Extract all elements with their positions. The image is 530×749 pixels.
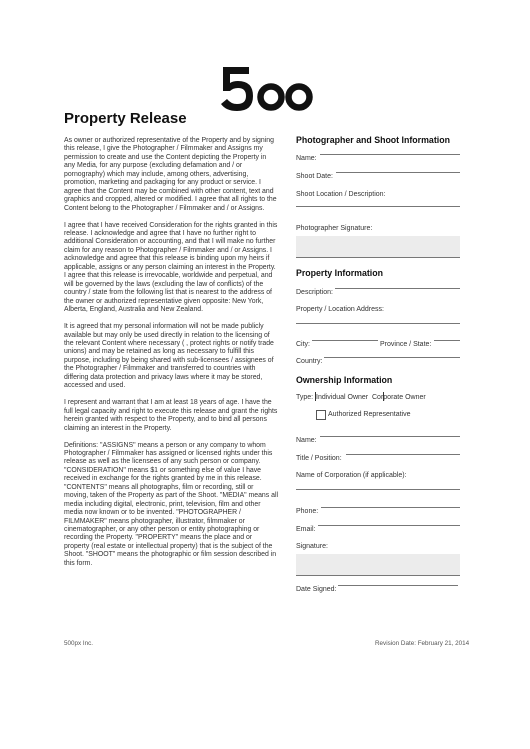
phone-label: Phone: [296, 508, 319, 515]
ownership-heading: Ownership Information [296, 375, 393, 385]
title-position-label: Title / Position: [296, 455, 342, 462]
authorized-representative-checkbox[interactable] [316, 410, 326, 420]
paragraph-warranty: I represent and warrant that I am at least 18 years of age. I have the full legal capacity and right to execute this release and grant the rights herein granted with respect to the Property, and to bind all persons claiming an interest in the Property. [64, 399, 278, 432]
photographer-name-label: Name: [296, 155, 317, 162]
city-label: City: [296, 341, 310, 348]
photographer-signature-box[interactable] [296, 236, 460, 258]
paragraph-privacy: It is agreed that my personal information will not be made publicly available but may only be used directly in relation to the licensing of the relevant Content where necessary ( , protect rights or notify trade unions) and may be retained as long as necessary to fulfill this purpose, including by being shared with sub-licensees / assignees of the Photographer / Filmmaker and transferred to countries with differing data protection and privacy laws where it may be stored, accessed and used. [64, 323, 274, 390]
shoot-date-field[interactable] [336, 172, 460, 173]
footer-company: 500px Inc. [64, 640, 94, 647]
shoot-date-label: Shoot Date: [296, 173, 333, 180]
corporation-name-label: Name of Corporation (if applicable): [296, 472, 407, 479]
province-field[interactable] [434, 340, 460, 341]
owner-name-field[interactable] [320, 436, 460, 437]
500px-logo [219, 64, 317, 114]
country-field[interactable] [324, 357, 460, 358]
corporation-name-field[interactable] [296, 489, 460, 490]
footer-revision-date: Revision Date: February 21, 2014 [375, 640, 470, 647]
owner-signature-label: Signature: [296, 543, 328, 550]
photographer-signature-line [296, 257, 460, 258]
photographer-name-field[interactable] [320, 154, 460, 155]
owner-signature-line [296, 575, 460, 576]
property-location-label: Property / Location Address: [296, 306, 384, 313]
release-text [64, 137, 278, 577]
email-label: Email: [296, 526, 316, 533]
paragraph-consideration: I agree that I have received Consideration for the rights granted in this release. I acknowledge and agree that I have no further right to additional Consideration or accounting, and that I will make no further claim for any reason to Photographer / Filmmaker and / or Assigns. I acknowledge and agree that this release is binding upon my heirs if applicable, assigns or any person claiming an interest in the Property. I agree that this release is irrevocable, worldwide and perpetual, and will be governed by the laws (excluding the law of conflicts) of the country / state from the following list that is nearest to the address of the owner or authorized representative given opposite: New York, Alberta, England, Australia and New Zealand. [64, 221, 278, 314]
email-field[interactable] [318, 525, 460, 526]
owner-signature-box[interactable] [296, 554, 460, 576]
shoot-location-field[interactable] [296, 206, 460, 207]
corporate-owner-option[interactable]: Corporate Owner [372, 394, 426, 401]
photographer-signature-label: Photographer Signature: [296, 225, 373, 232]
photographer-heading: Photographer and Shoot Information [296, 135, 450, 145]
owner-name-label: Name: [296, 437, 317, 444]
ownership-type-label: Type: [296, 394, 314, 401]
date-signed-field[interactable] [338, 585, 458, 586]
property-location-field[interactable] [296, 323, 460, 324]
province-label: Province / State: [380, 341, 432, 348]
phone-field[interactable] [321, 507, 460, 508]
shoot-location-label: Shoot Location / Description: [296, 191, 386, 198]
property-heading: Property Information [296, 268, 383, 278]
property-description-label: Description: [296, 289, 333, 296]
paragraph-definitions: Definitions: "ASSIGNS" means a person or any company to whom Photographer / Filmmaker has assigned or licensed rights under this release as well as the licensees of any such person or company. "CONSIDERATION" means $1 or something else of value I have received in exchange for the rights granted by me in this release. "CONTENTS" means all photographs, film or recording, still or moving, taken of the Property as part of the Shoot. "MEDIA" means all media including digital, electronic, print, television, film and other media now known or to be invented. "PHOTOGRAPHER / FILMMAKER" means photographer, illustrator, filmmaker or cinematographer, or any other person or entity photographing or recording the Property. "PROPERTY" means the place and or property (real estate or intellectual property) that is the subject of the Shoot. "SHOOT" means the photographic or film session described in this form. [64, 441, 279, 567]
paragraph-permission: As owner or authorized representative of the Property and by signing this release, I give the Photographer / Filmmaker and Assigns my permission to create and use the Content depicting the Property in any Media, for any purpose (excluding defamation and / or pornography) which may include, among others, advertising, promotion, marketing and packaging for any product or service. I agree that the Content may be combined with other content, text and graphics and cropped, altered or modified. I agree that all rights to the Content belong to the Photographer / Filmmaker and / or Assigns. [64, 137, 277, 212]
property-description-field[interactable] [335, 288, 460, 289]
authorized-representative-label: Authorized Representative [328, 411, 411, 418]
individual-owner-option[interactable]: Individual Owner [316, 394, 369, 401]
country-label: Country: [296, 358, 323, 365]
city-field[interactable] [312, 340, 378, 341]
title-position-field[interactable] [346, 454, 460, 455]
date-signed-label: Date Signed: [296, 586, 337, 593]
page-title: Property Release [64, 110, 187, 127]
